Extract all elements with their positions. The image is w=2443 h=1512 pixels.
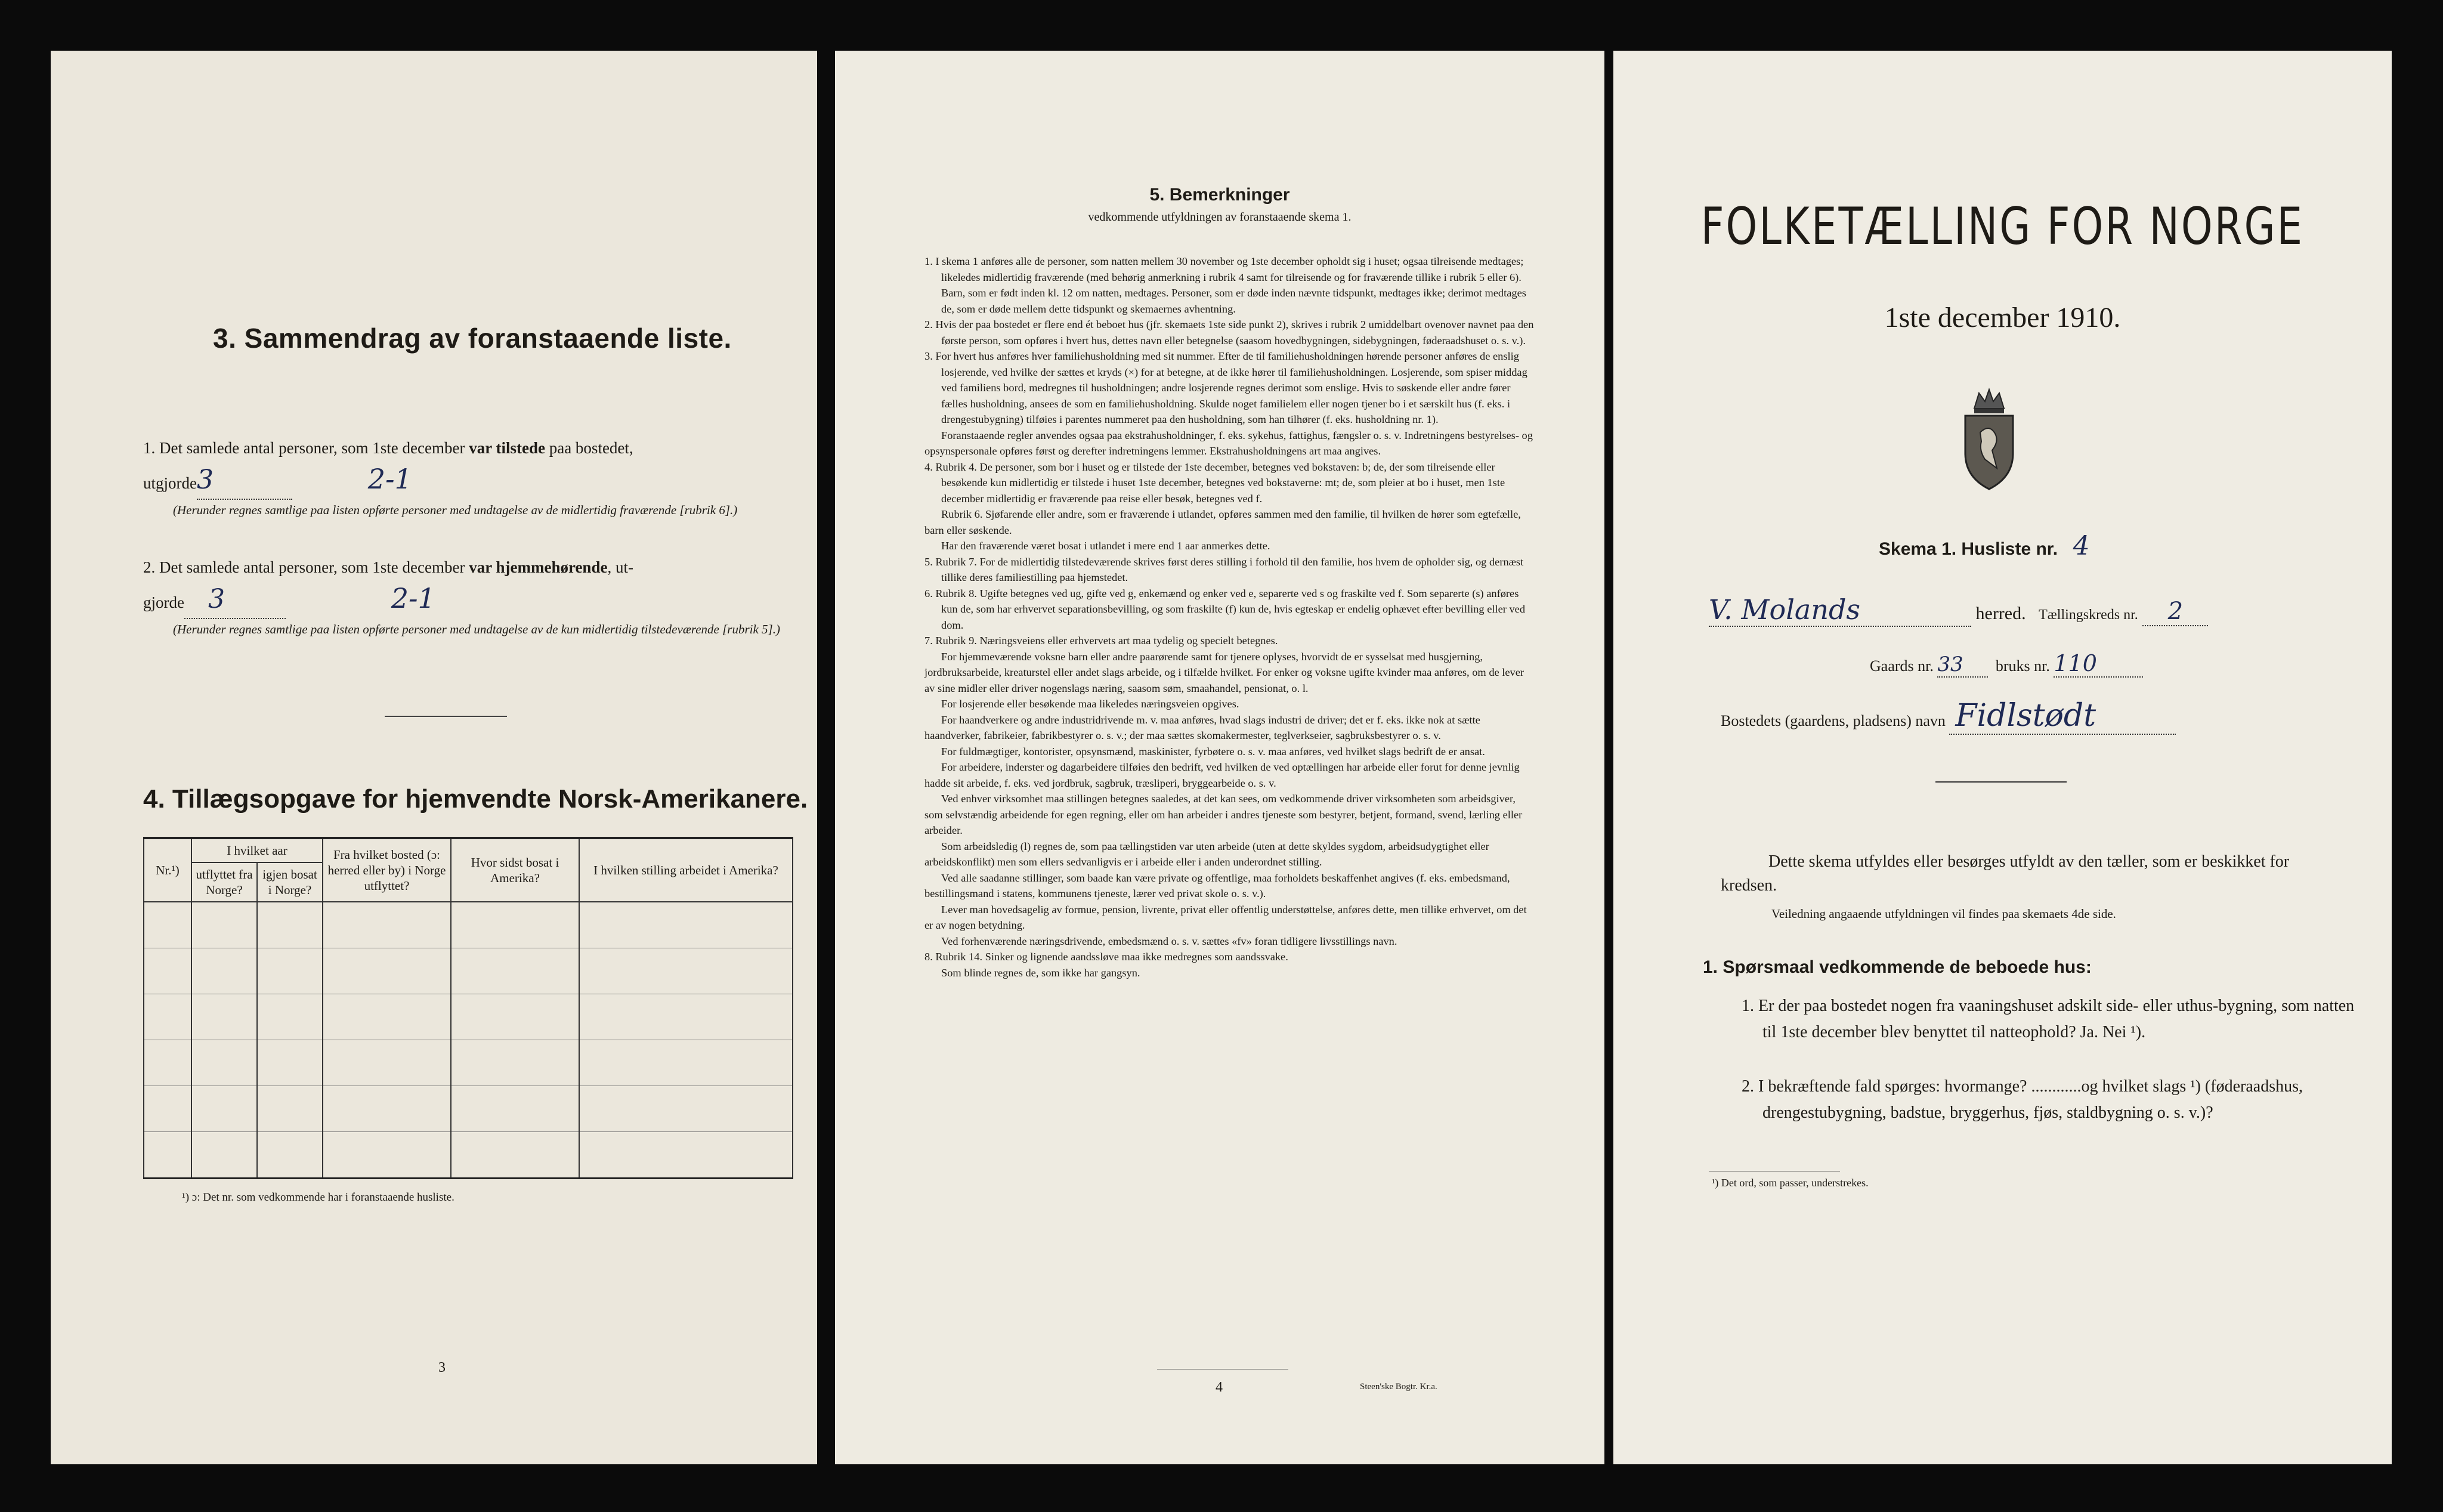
page-middle	[835, 51, 1604, 1464]
page-right	[1613, 51, 2392, 1464]
question1-1: 1. Er der paa bostedet nogen fra vaaningshuset adskilt side- eller uthus-bygning, som natten til 1ste december blev benyttet til natteophold? Ja. Nei ¹).	[1742, 997, 2355, 1041]
form-date: 1ste december 1910.	[1884, 302, 2121, 333]
form-title: FOLKETÆLLING FOR NORGE	[1700, 197, 2305, 256]
remark-item: 5. Rubrik 7. For de midlertidig tilstedeværende skrives først deres stilling i forhold til den familie, hos hvem de opholder sig, og dernæst tillike deres familiestilling paa hjemstedet.	[924, 555, 1524, 583]
section3-title: 3. Sammendrag av foranstaaende liste.	[213, 323, 732, 354]
question1-title: 1. Spørsmaal vedkommende de beboede hus:	[1703, 957, 2092, 977]
col-igjen: igjen bosat i Norge?	[257, 862, 323, 902]
question1-2: 2. I bekræftende fald spørges: hvormange? ............og hvilket slags ¹) (føderaadshus, drengestubygning, badstue, bryggerhus, fjøs, staldbygning o. s. v.)?	[1742, 1077, 2303, 1122]
remark-item: 7. Rubrik 9. Næringsveiens eller erhvervets art maa tydelig og specielt betegnes.	[924, 635, 1278, 647]
remark-item: 4. Rubrik 4. De personer, som bor i huset og er tilstede der 1ste december, betegnes ved bokstaven: b; de, der som tilreisende eller besøkende kun midlertidig er tilstede i huset 1ste december, betegnes ved bokstaverne: mt; de, som pleier at bo i huset, men 1ste december midlertidig er fraværende paa reise eller besøk, betegnes ved f.	[924, 460, 1505, 505]
table-row	[144, 1132, 793, 1179]
resident-count-alt: 2-1	[391, 582, 435, 614]
remark-item: Lever man hovedsagelig av formue, pension, livrente, privat eller offentlig understøttelse, anføres dette, men tillike erhvervet, om det er av nogen betydning.	[924, 903, 1527, 931]
remark-item: Som blinde regnes de, som ikke har gangsyn.	[941, 966, 1140, 979]
table-row	[144, 948, 793, 994]
gaards-value: 33	[1937, 653, 1963, 676]
remark-item: 1. I skema 1 anføres alle de personer, som natten mellem 30 november og 1ste december opholdt sig i huset; ogsaa tilreisende medtages; likeledes midlertidig fraværende (med behørig anmerkning i rubrik 4 samt for tilreisende og for fraværende tillike i rubrik 5 eller 6). Barn, som er født inden kl. 12 om natten, medtages. Personer, som er døde inden nævnte tidspunkt, medtages ikke; derimot medtages de, som er døde mellem dette tidspunkt og skemaernes avhentning.	[924, 255, 1526, 315]
summary-note-1: (Herunder regnes samtlige paa listen opførte personer med undtagelse av de midlertidig fraværende [rubrik 6].)	[173, 503, 738, 517]
kreds-value: 2	[2167, 598, 2184, 625]
bruks-value: 110	[2054, 650, 2097, 676]
herred-value: V. Molands	[1709, 593, 1861, 626]
summary-item-1: 1. Det samlede antal personer, som 1ste december var tilstede paa bostedet, utgjorde3 2-1	[143, 432, 802, 500]
col-stilling: I hvilken stilling arbeidet i Amerika?	[579, 838, 793, 902]
section5-subtitle: vedkommende utfyldningen av foranstaaende skema 1.	[1088, 211, 1352, 224]
col-nr: Nr.¹)	[144, 838, 191, 902]
table-row	[144, 1086, 793, 1132]
col-utflyttet: utflyttet fra Norge?	[191, 862, 257, 902]
remark-item: Foranstaaende regler anvendes ogsaa paa ekstrahusholdninger, f. eks. sykehus, fattighus, fængsler o. s. v. Indretningens bestyrelses- og opsynspersonale opføres først og derefter indretningens lemmer. Ekstrahusholdningens art maa angives.	[924, 429, 1533, 457]
remark-item: Ved alle saadanne stillinger, som baade kan være private og offentlige, maa forholdets beskaffenhet angives (f. eks. embedsmand, bestillingsmand i statens, kommunens tjeneste, lærer ved privat skole o. s. v.).	[924, 871, 1510, 899]
bosted-value: Fidlstødt	[1955, 698, 2096, 734]
divider	[385, 716, 507, 717]
resident-count-value: 3	[208, 584, 225, 614]
remark-item: For fuldmægtiger, kontorister, opsynsmænd, maskinister, fyrbøtere o. s. v. maa anføres, ved hvilket slags bedrift de er ansat.	[941, 745, 1485, 757]
remark-item: 6. Rubrik 8. Ugifte betegnes ved ug, gifte ved g, enkemænd og enker ved e, separerte ved s og fraskilte ved f. Som separerte (s) anføres kun de, som har erhvervet separationsbevilling, og som fraskilte (f) kun de, hvis egteskap er endelig ophævet efter bevilling eller ved dom.	[924, 587, 1526, 631]
norwegian-coat-of-arms-icon	[1956, 385, 2022, 492]
table-row	[144, 902, 793, 948]
remark-item: Ved forhenværende næringsdrivende, embedsmænd o. s. v. sættes «fv» foran tidligere livsstillings navn.	[941, 935, 1397, 947]
remarks-list	[924, 253, 1536, 981]
ornament-divider	[1935, 781, 2067, 783]
gaards-line: Gaards nr. 33 bruks nr. 110	[1870, 650, 2143, 678]
herred-line: V. Molands herred. Tællingskreds nr. 2	[1709, 593, 2353, 627]
col-group-year: I hvilket aar	[191, 838, 323, 862]
husliste-nr-value: 4	[2073, 531, 2090, 561]
remark-item: For hjemmeværende voksne barn eller andre paarørende samt for tjenere oplyses, hvorvidt de er sysselsat med husgjerning, jordbruksarbeide, kreaturstel eller andet slags arbeide, og i tilfælde hvilket. For enker og voksne ugifte kvinder maa anføres, om de lever av sine midler eller driver nogenslags næring, saasom søm, smaahandel, pensionat, o. l.	[924, 650, 1524, 694]
remark-item: Ved enhver virksomhet maa stillingen betegnes saaledes, at det kan sees, om vedkommende driver virksomheten som arbeidsgiver, som selvstændig arbeidende for egen regning, eller om han arbeider i andres tjeneste som bestyrer, betjent, formand, svend, lærling eller arbeider.	[924, 793, 1523, 836]
present-count-value: 3	[196, 465, 214, 495]
table-row	[144, 994, 793, 1040]
remark-item: Som arbeidsledig (l) regnes de, som paa tællingstiden var uten arbeide (uten at dette skyldes sygdom, arbeidsudygtighet eller arbeidskonflikt) men som ellers sedvanligvis er i arbeide eller i anden underordnet stilling.	[924, 840, 1489, 868]
norsk-amerikanere-table	[143, 837, 793, 1179]
present-count-alt: 2-1	[367, 463, 412, 495]
section5-title: 5. Bemerkninger	[1149, 185, 1290, 205]
remark-item: For arbeidere, inderster og dagarbeidere tilføies den bedrift, ved hvilken de ved optællingen har arbeide eller forut for denne jevnlig hadde sit arbeide, f. eks. ved jordbruk, sagbruk, træsliperi, bryggearbeide o. s. v.	[924, 761, 1520, 789]
page-left	[51, 51, 817, 1464]
form-footnote: ¹) Det ord, som passer, understrekes.	[1712, 1177, 1869, 1189]
instructions-text: Dette skema utfyldes eller besørges utfyldt av den tæller, som er beskikket for kredsen.	[1721, 852, 2290, 895]
remark-item: For losjerende eller besøkende maa likeledes næringsveien opgives.	[941, 698, 1239, 710]
remark-item: 2. Hvis der paa bostedet er flere end ét beboet hus (jfr. skemaets 1ste side punkt 2), skrives i rubrik 2 umiddelbart ovenover navnet paa den første person, som opføres i hvert hus, dettes navn eller betegnelse (saasom hovedbygningen, sidebygningen, føderaadshuset o. s. v.).	[924, 319, 1534, 347]
remark-item: For haandverkere og andre industridrivende m. v. maa anføres, hvad slags industri de driver; det er f. eks. ikke nok at sætte haandverker, fabrikeier, fabrikbestyrer o. s. v.; der maa sættes skomakermester, teglverkseier, sagbruksbestyrer o. s. v.	[924, 713, 1480, 741]
table-footnote: ¹) ɔ: Det nr. som vedkommende har i foranstaaende husliste.	[182, 1191, 454, 1204]
summary-note-2: (Herunder regnes samtlige paa listen opførte personer med undtagelse av de kun midlertidig tilstedeværende [rubrik 5].)	[173, 622, 780, 636]
skema-line: Skema 1. Husliste nr. 4	[1879, 531, 2090, 561]
printer-imprint: Steen'ske Bogtr. Kr.a.	[1360, 1382, 1437, 1392]
summary-item-2: 2. Det samlede antal personer, som 1ste december var hjemmehørende, ut- gjorde 3 2-1	[143, 552, 802, 619]
remark-item: 8. Rubrik 14. Sinker og lignende aandssløve maa ikke medregnes som aandssvake.	[924, 951, 1288, 963]
remark-item: Rubrik 6. Sjøfarende eller andre, som er fraværende i utlandet, opføres sammen med den familie, til hvilken de hører som egtefælle, barn eller søskende.	[924, 508, 1521, 536]
table-row	[144, 1040, 793, 1086]
page-number-3: 3	[438, 1360, 446, 1375]
guidance-text: Veiledning angaaende utfyldningen vil findes paa skemaets 4de side.	[1771, 907, 2116, 921]
remark-item: 3. For hvert hus anføres hver familiehusholdning med sit nummer. Efter de til familiehusholdningen hørende personer anføres de enslig losjerende, ved hvilke der sættes et kryds (×) for at betegne, at de ikke hører til familiehusholdningen. Losjerende, som spiser middag ved familiens bord, medregnes til husholdningen; andre losjerende regnes derimot som enslige. Hvis to søskende eller andre fører fælles husholdning, ansees de som en familiehusholdning. Skulde noget familielem eller nogen tjener bo i et særskilt hus (f. eks. i drengestubygning) tilføies i parentes nummeret paa den husholdning, som han tilhører (f. eks. husholdning nr. 1).	[924, 350, 1527, 425]
remark-item: Har den fraværende været bosat i utlandet i mere end 1 aar anmerkes dette.	[941, 540, 1270, 552]
section4-title: 4. Tillægsopgave for hjemvendte Norsk-Amerikanere.	[143, 784, 808, 814]
bosted-line: Bostedets (gaardens, pladsens) navn Fidlstødt	[1721, 698, 2176, 735]
col-amerika: Hvor sidst bosat i Amerika?	[451, 838, 579, 902]
col-herred: Fra hvilket bosted (ɔ: herred eller by) i Norge utflyttet?	[323, 838, 451, 902]
page-number-4: 4	[1216, 1380, 1223, 1395]
